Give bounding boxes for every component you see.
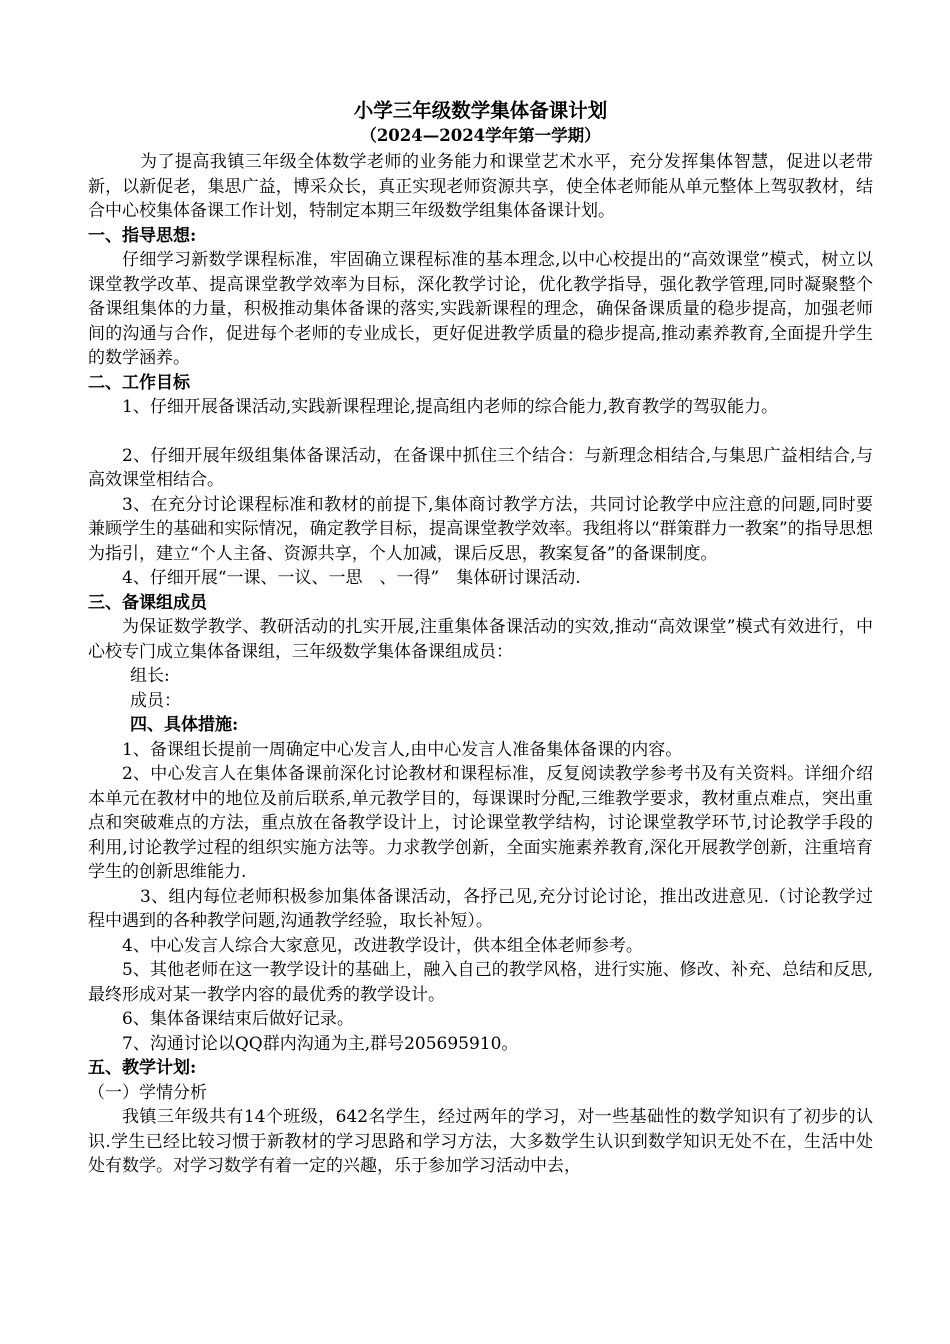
section-heading-members: 三、备课组成员 xyxy=(88,592,207,613)
section-heading-teaching-plan: 五、教学计划: xyxy=(88,1058,197,1078)
measure-item: 1、备课组长提前一周确定中心发言人,由中心发言人准备集体备课的内容。 xyxy=(122,739,683,760)
work-goal-item: 3、在充分讨论课程标准和教材的前提下,集体商讨教学方法，共同讨论教学中应注意的问题,同时要兼顾学生的基础和实际情况，确定教学目标，提高课堂教学效率。我组将以“群策群力一教案”的指导思想为指引，建立“个人主备、资源共享，个人加减，课后反思，教案复备”的备课制度。 xyxy=(88,494,873,564)
measure-item: 2、中心发言人在集体备课前深化讨论教材和课程标准，反复阅读教学参考书及有关资料。详细介绍本单元在教材中的地位及前后联系,单元教学目的，每课课时分配,三维教学要求，教材重点难点，突出重点和突破难点的方法，重点放在备教学设计上，讨论课堂教学结构，讨论课堂教学环节,讨论教学手段的利用,讨论教学过程的组织实施方法等。力求教学创新，全面实施素养教育,深化开展教学创新，注重培育学生的创新思维能力. xyxy=(88,764,873,882)
section-heading-measures: 四、具体措施: xyxy=(130,715,239,735)
page-subtitle: （2024—2024学年第一学期） xyxy=(360,126,601,145)
blank-line xyxy=(88,420,873,444)
page-title: 小学三年级数学集体备课计划 xyxy=(353,99,608,122)
measure-item: 6、集体备课结束后做好记录。 xyxy=(122,1009,354,1029)
measure-item: 5、其他老师在这一教学设计的基础上，融入自己的教学风格，进行实施、修改、补充、总结和反思,最终形成对某一教学内容的最优秀的教学设计。 xyxy=(88,960,873,1005)
intro-paragraph: 为了提高我镇三年级全体数学老师的业务能力和课堂艺术水平，充分发挥集体智慧，促进以老带新，以新促老，集思广益，博采众长，真正实现老师资源共享，使全体老师能从单元整体上驾驭教材，结合中心校集体备课工作计划，特制定本期三年级数学组集体备课计划。 xyxy=(88,152,873,221)
measure-item: 7、沟通讨论以QQ群内沟通为主,群号205695910。 xyxy=(122,1033,519,1054)
members-paragraph: 为保证数学教学、教研活动的扎实开展,注重集体备课活动的实效,推动“高效课堂”模式有效进行，中心校专门成立集体备课组，三年级数学集体备课组成员： xyxy=(88,617,873,662)
measure-item: 4、中心发言人综合大家意见，改进教学设计，供本组全体老师参考。 xyxy=(122,935,643,956)
measure-item: 3、组内每位老师积极参加集体备课活动，各抒己见,充分讨论讨论，推出改进意见.（讨论教学过程中遇到的各种教学问题,沟通教学经验，取长补短）。 xyxy=(88,886,873,931)
section-heading-work-goals: 二、工作目标 xyxy=(88,372,190,393)
group-leader-label: 组长: xyxy=(130,666,170,686)
student-analysis-paragraph: 我镇三年级共有14个班级，642名学生，经过两年的学习，对一些基础性的数学知识有了初步的认识.学生已经比较习惯于新教材的学习思路和学习方法，大多数学生认识到数学知识无处不在，生活中处处有数学。对学习数学有着一定的兴趣，乐于参加学习活动中去， xyxy=(88,1107,873,1176)
document-page xyxy=(88,98,873,1179)
work-goal-item: 2、仔细开展年级组集体备课活动，在备课中抓住三个结合：与新理念相结合,与集思广益相结合,与高效课堂相结合。 xyxy=(88,445,873,490)
work-goal-item: 1、仔细开展备课活动,实践新课程理论,提高组内老师的综合能力,教育教学的驾驭能力。 xyxy=(122,397,779,417)
work-goal-item: 4、仔细开展“一课、一议、一思 、一得” 集体研讨课活动. xyxy=(122,568,581,588)
group-member-label: 成员： xyxy=(130,690,181,711)
guiding-ideology-paragraph: 仔细学习新数学课程标准，牢固确立课程标准的基本理念,以中心校提出的“高效课堂”模式，树立以课堂教学改革、提高课堂教学效率为目标，深化教学讨论，优化教学指导，强化教学管理,同时凝聚整个备课组集体的力量，积极推动集体备课的落实,实践新课程的理念，确保备课质量的稳步提高，加强老师间的沟通与合作，促进每个老师的专业成长，更好促进教学质量的稳步提高,推动素养教育,全面提升学生的数学涵养。 xyxy=(88,250,873,368)
section-heading-guiding-ideology: 一、指导思想: xyxy=(88,225,197,246)
subsection-heading-student-analysis: （一）学情分析 xyxy=(88,1082,207,1103)
